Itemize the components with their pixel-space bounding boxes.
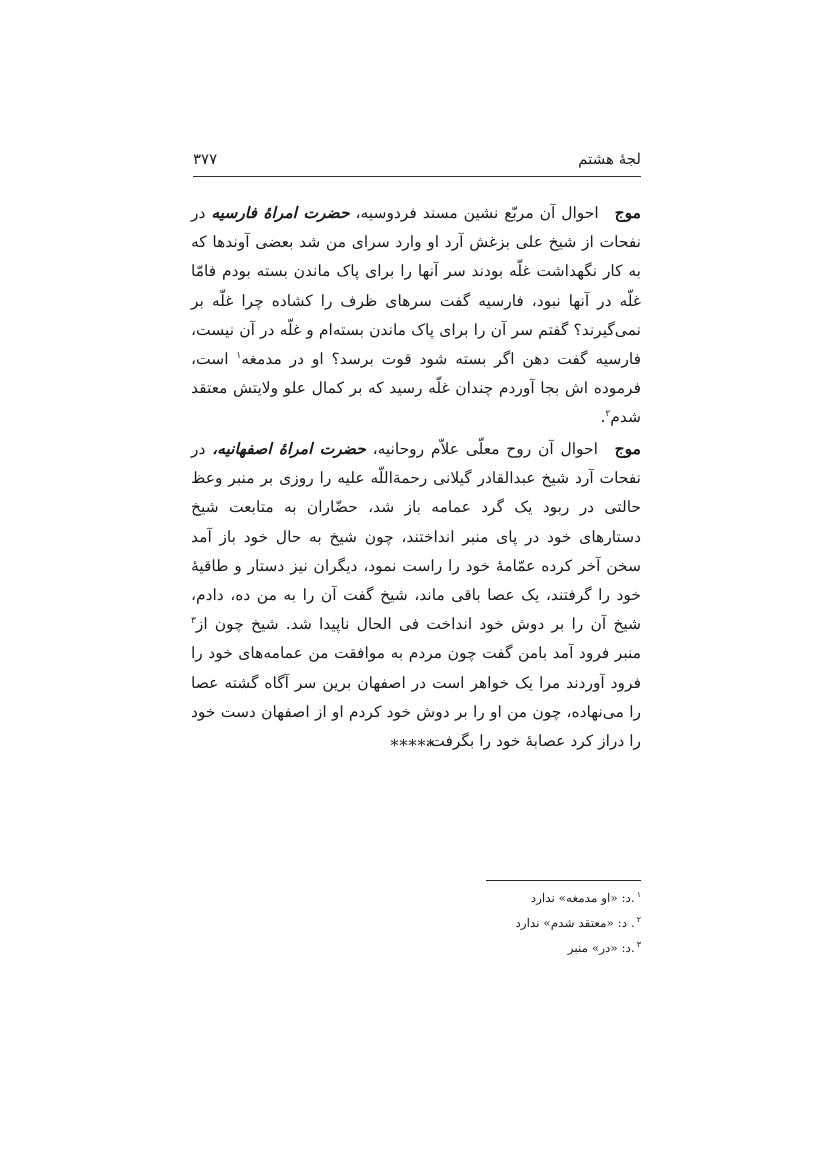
section-title: حضرت امراۀ فارسیه [211,203,350,222]
paragraph-text: . [600,408,606,427]
section-title: حضرت امراۀ اصفهانیه، [212,439,366,458]
footnote-rule [486,880,641,881]
page-header [193,150,641,168]
footnotes [400,884,641,959]
footnote-ref-2[interactable]: ۲ [605,409,611,420]
section-separator: ***** [390,736,436,755]
footnote-number: ۳ [636,940,641,949]
footnote-number: ۱ [636,890,641,899]
paragraph-text: احوال آن مربّع نشین مسند فردوسیه، [355,204,599,222]
paragraph-text: در نفحات آرد شیخ عبدالقادر گیلانی رحمةاللّه علیه را روزی بر منبر وعظ حالتی در ربود یک گرد عمامه باز شد، حضّاران به متابعت شیخ دستارهای خود در پای منبر انداختند، چون شیخ به حال خود باز آمد سخن آخر کرده عمّامهٔ خود را راست نمود، دیگران نیز دستار و طاقیهٔ خود را گرفتند، یک عصا باقی ماند، شیخ گفت آن را به من ده، دادم، شیخ آن را بر دوش خود انداخت فی الحال ناپیدا شد. شیخ چون از [191,440,641,634]
footnote-text: .د: «در» منبر [567,941,635,955]
paragraph-text: احوال آن روح معلّی علاّم روحانیه، [372,440,598,458]
paragraph-2 [191,434,641,756]
page-number: ۳۷۷ [193,150,218,168]
paragraph-1 [191,198,641,433]
footnote-ref-1[interactable]: ۱ [236,350,242,361]
paragraph-text: در نفحات از شیخ علی بزغش آرد او وارد سرای من شد بعضی آوندها که به کار نگهداشت غلّه بودند سر آنها را برای پاک ماندن بسته بودم فامّا غلّه در آنها نبود، فارسیه گفت سرهای ظرف را کشاده چرا غلّه بر نمی‌گیرند؟ گفتم سر آن را برای پاک ماندن بسته‌ام و غلّه در آن نیست، فارسیه گفت دهن اگر بسته شود قوت برسد؟ او در مدمغه [191,204,641,369]
paragraph-tag: موج [614,439,641,458]
running-title: لجهٔ هشتم [578,150,641,168]
header-rule [193,176,641,177]
footnote-item [400,909,641,934]
footnote-text: .د: «او مدمغه» ندارد [530,891,635,905]
paragraph-tag: موج [614,203,641,222]
footnote-item [400,934,641,959]
footnote-ref-3[interactable]: ۳ [191,616,196,627]
footnote-text: . د: «معتقد شدم» ندارد [515,916,635,930]
paragraph-text: منبر فرود آمد بامن گفت چون مردم به موافقت من عمامه‌های خود را فرود آوردند مرا یک خواهر است در اصفهان برین سر آگاه گشته عصا را می‌نهاده، چون من او را بر دوش خود کردم او از اصفهان دست خود را دراز کرد عصابهٔ خود را بگرفت. [191,644,641,751]
footnote-item [400,884,641,909]
footnote-number: ۲ [636,915,641,924]
paragraph-text: است، فرموده اش بجا آوردم چندان غلّه رسید که بر کمال علو ولایتش معتقد شدم [191,350,641,427]
